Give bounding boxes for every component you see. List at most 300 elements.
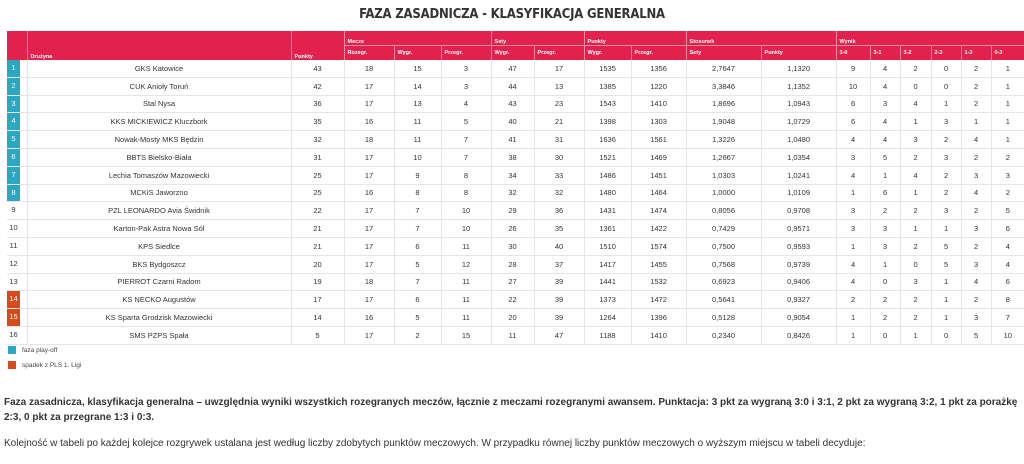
stat-cell-sp: 30 — [534, 148, 584, 166]
stat-cell-r13: 4 — [961, 184, 991, 202]
table-row — [7, 95, 1024, 113]
header-punkty: Punkty — [291, 31, 344, 60]
stat-cell-pts: 14 — [291, 309, 344, 327]
stat-cell-sp2: 1,0354 — [761, 148, 836, 166]
stat-cell-ss: 0,2340 — [686, 326, 761, 344]
stat-cell-ss: 1,3226 — [686, 131, 761, 149]
position-badge: 3 — [7, 96, 20, 113]
team-name-cell: Karton-Pak Astra Nowa Sól — [27, 220, 291, 238]
stat-cell-pts: 22 — [291, 202, 344, 220]
position-cell — [7, 202, 27, 220]
stat-cell-sw: 22 — [491, 291, 534, 309]
stat-cell-przegr: 11 — [441, 237, 491, 255]
team-name-cell: BBTS Bielsko-Biała — [27, 148, 291, 166]
stat-cell-r30: 1 — [836, 184, 870, 202]
stat-cell-pp: 1422 — [631, 220, 686, 238]
stat-cell-sp2: 0,9406 — [761, 273, 836, 291]
stat-cell-ss: 0,7429 — [686, 220, 761, 238]
header-punkty-wygr: Wygr. — [584, 46, 631, 61]
stat-cell-r13: 2 — [961, 60, 991, 77]
stat-cell-r32: 1 — [900, 220, 931, 238]
stat-cell-pts: 43 — [291, 60, 344, 77]
team-name-cell: MCKiS Jaworzno — [27, 184, 291, 202]
stat-cell-r03: 1 — [991, 77, 1024, 95]
stat-cell-pts: 42 — [291, 77, 344, 95]
stat-cell-sp: 13 — [534, 77, 584, 95]
stat-cell-sp: 39 — [534, 309, 584, 327]
stat-cell-przegr: 4 — [441, 95, 491, 113]
stat-cell-ss: 0,5641 — [686, 291, 761, 309]
stat-cell-rozegr: 17 — [344, 95, 394, 113]
stat-cell-r13: 4 — [961, 273, 991, 291]
stat-cell-sw: 47 — [491, 60, 534, 77]
position-badge: 5 — [7, 131, 20, 148]
header-0-3: 0-3 — [991, 46, 1024, 61]
stat-cell-wygr: 7 — [394, 202, 441, 220]
stat-cell-r30: 3 — [836, 220, 870, 238]
stat-cell-pts: 21 — [291, 220, 344, 238]
stat-cell-sw: 29 — [491, 202, 534, 220]
table-row — [7, 309, 1024, 327]
stat-cell-wygr: 14 — [394, 77, 441, 95]
stat-cell-r13: 4 — [961, 131, 991, 149]
stat-cell-sw: 38 — [491, 148, 534, 166]
stat-cell-r23: 5 — [931, 255, 961, 273]
stat-cell-rozegr: 17 — [344, 202, 394, 220]
stat-cell-r30: 2 — [836, 291, 870, 309]
stat-cell-przegr: 5 — [441, 113, 491, 131]
stat-cell-r23: 2 — [931, 166, 961, 184]
header-3-1: 3-1 — [870, 46, 900, 61]
stat-cell-ss: 1,8696 — [686, 95, 761, 113]
stat-cell-r03: 6 — [991, 220, 1024, 238]
stat-cell-r03: 1 — [991, 131, 1024, 149]
stat-cell-rozegr: 18 — [344, 60, 394, 77]
stat-cell-pp: 1410 — [631, 326, 686, 344]
header-punkty-przegr: Przegr. — [631, 46, 686, 61]
stat-cell-sw: 30 — [491, 237, 534, 255]
position-cell — [7, 291, 27, 309]
team-name-cell: KPS Siedlce — [27, 237, 291, 255]
stat-cell-przegr: 11 — [441, 309, 491, 327]
stat-cell-pw: 1486 — [584, 166, 631, 184]
stat-cell-sp: 39 — [534, 273, 584, 291]
stat-cell-r13: 3 — [961, 255, 991, 273]
stat-cell-ss: 0,5128 — [686, 309, 761, 327]
header-3-0: 3-0 — [836, 46, 870, 61]
stat-cell-r31: 4 — [870, 77, 900, 95]
stat-cell-wygr: 6 — [394, 237, 441, 255]
description-normal: Kolejność w tabeli po każdej kolejce rozgrywek ustalana jest według liczby zdobytych punktów meczowych. W przypadku równej liczby punktów meczowych o wyższym miejscu w tabeli decyduje: — [4, 438, 866, 449]
header-2-3: 2-3 — [931, 46, 961, 61]
stat-cell-r32: 0 — [900, 255, 931, 273]
stat-cell-rozegr: 18 — [344, 273, 394, 291]
stat-cell-przegr: 7 — [441, 148, 491, 166]
standings-table — [7, 31, 1024, 345]
position-badge: 10 — [9, 223, 18, 233]
stat-cell-pw: 1417 — [584, 255, 631, 273]
stat-cell-r03: 10 — [991, 326, 1024, 344]
table-row — [7, 237, 1024, 255]
stat-cell-sp2: 1,1320 — [761, 60, 836, 77]
stat-cell-pp: 1561 — [631, 131, 686, 149]
table-row — [7, 255, 1024, 273]
position-badge: 2 — [7, 78, 20, 95]
stat-cell-pp: 1532 — [631, 273, 686, 291]
stat-cell-rozegr: 16 — [344, 309, 394, 327]
description-bold-text: Faza zasadnicza, klasyfikacja generalna – uwzględnia wyniki wszystkich rozegranych meczów, łącznie z meczami rozegranymi awansem. Punktacja: 3 pkt za wygraną 3:0 i 3:1, 2 pkt za wygraną 3:2, 1 pkt za porażkę 2:3, 0 pkt za przegrane 1:3 i 0:3. — [4, 397, 1018, 423]
stat-cell-pp: 1451 — [631, 166, 686, 184]
stat-cell-r31: 3 — [870, 237, 900, 255]
stat-cell-r32: 3 — [900, 273, 931, 291]
stat-cell-ss: 1,2667 — [686, 148, 761, 166]
legend-spadek-swatch — [8, 361, 16, 369]
stat-cell-r23: 0 — [931, 326, 961, 344]
stat-cell-r31: 4 — [870, 60, 900, 77]
position-cell — [7, 220, 27, 238]
stat-cell-wygr: 2 — [394, 326, 441, 344]
team-name-cell: Nowak-Mosty MKS Będzin — [27, 131, 291, 149]
position-badge: 9 — [11, 205, 16, 215]
stat-cell-pts: 35 — [291, 113, 344, 131]
stat-cell-ss: 1,0000 — [686, 184, 761, 202]
position-cell — [7, 166, 27, 184]
stat-cell-r13: 3 — [961, 220, 991, 238]
position-cell — [7, 148, 27, 166]
stat-cell-r31: 4 — [870, 131, 900, 149]
header-druzyna: Drużyna — [27, 31, 291, 60]
stat-cell-pp: 1455 — [631, 255, 686, 273]
stat-cell-pts: 25 — [291, 166, 344, 184]
stat-cell-pw: 1510 — [584, 237, 631, 255]
stat-cell-pw: 1441 — [584, 273, 631, 291]
stat-cell-pts: 32 — [291, 131, 344, 149]
stat-cell-r03: 1 — [991, 95, 1024, 113]
table-row — [7, 77, 1024, 95]
stat-cell-sp2: 1,0729 — [761, 113, 836, 131]
position-badge: 1 — [7, 60, 20, 77]
stat-cell-pts: 21 — [291, 237, 344, 255]
stat-cell-sp: 35 — [534, 220, 584, 238]
position-badge: 8 — [7, 185, 20, 202]
stat-cell-r32: 2 — [900, 202, 931, 220]
stat-cell-r23: 1 — [931, 95, 961, 113]
team-name-cell: KS NECKO Augustów — [27, 291, 291, 309]
stat-cell-r13: 1 — [961, 113, 991, 131]
stat-cell-r23: 3 — [931, 113, 961, 131]
stat-cell-pp: 1472 — [631, 291, 686, 309]
position-badge: 15 — [7, 309, 20, 326]
page-title: FAZA ZASADNICZA - KLASYFIKACJA GENERALNA — [359, 7, 665, 22]
stat-cell-r30: 6 — [836, 95, 870, 113]
stat-cell-sw: 28 — [491, 255, 534, 273]
stat-cell-r31: 1 — [870, 166, 900, 184]
stat-cell-sw: 34 — [491, 166, 534, 184]
stat-cell-sp2: 0,9054 — [761, 309, 836, 327]
stat-cell-r31: 4 — [870, 113, 900, 131]
stat-cell-sp: 39 — [534, 291, 584, 309]
stat-cell-r30: 6 — [836, 113, 870, 131]
stat-cell-r32: 2 — [900, 309, 931, 327]
stat-cell-r23: 3 — [931, 202, 961, 220]
stat-cell-pts: 5 — [291, 326, 344, 344]
stat-cell-ss: 0,7568 — [686, 255, 761, 273]
stat-cell-pts: 20 — [291, 255, 344, 273]
stat-cell-r32: 2 — [900, 60, 931, 77]
table-row — [7, 202, 1024, 220]
stat-cell-r31: 2 — [870, 309, 900, 327]
stat-cell-r30: 1 — [836, 237, 870, 255]
stat-cell-pp: 1396 — [631, 309, 686, 327]
stat-cell-pw: 1398 — [584, 113, 631, 131]
stat-cell-r03: 3 — [991, 166, 1024, 184]
stat-cell-r23: 0 — [931, 60, 961, 77]
team-name-cell: Lechia Tomaszów Mazowiecki — [27, 166, 291, 184]
stat-cell-r13: 3 — [961, 166, 991, 184]
stat-cell-pw: 1373 — [584, 291, 631, 309]
stat-cell-r23: 1 — [931, 273, 961, 291]
stat-cell-sp: 21 — [534, 113, 584, 131]
stat-cell-r03: 6 — [991, 273, 1024, 291]
stat-cell-przegr: 8 — [441, 166, 491, 184]
stat-cell-r31: 2 — [870, 291, 900, 309]
stat-cell-sp: 31 — [534, 131, 584, 149]
stat-cell-sp: 32 — [534, 184, 584, 202]
stat-cell-r23: 0 — [931, 77, 961, 95]
stat-cell-r23: 1 — [931, 291, 961, 309]
position-badge: 16 — [9, 329, 18, 339]
position-badge: 7 — [7, 167, 20, 184]
stat-cell-wygr: 15 — [394, 60, 441, 77]
table-row — [7, 113, 1024, 131]
stat-cell-sp2: 1,1352 — [761, 77, 836, 95]
stat-cell-r13: 2 — [961, 202, 991, 220]
stat-cell-sp2: 0,8426 — [761, 326, 836, 344]
stat-cell-pp: 1474 — [631, 202, 686, 220]
legend-playoff-label: faza play-off — [22, 346, 58, 354]
stat-cell-ss: 0,7500 — [686, 237, 761, 255]
header-wynik: Wynik — [836, 31, 1024, 46]
header-mecze: Mecze — [344, 31, 491, 46]
stat-cell-pts: 36 — [291, 95, 344, 113]
stat-cell-rozegr: 17 — [344, 77, 394, 95]
stat-cell-wygr: 5 — [394, 255, 441, 273]
stat-cell-r31: 0 — [870, 273, 900, 291]
table-row — [7, 131, 1024, 149]
stat-cell-pts: 25 — [291, 184, 344, 202]
stat-cell-przegr: 3 — [441, 60, 491, 77]
header-wygr: Wygr. — [394, 46, 441, 61]
stat-cell-r30: 9 — [836, 60, 870, 77]
stat-cell-rozegr: 16 — [344, 113, 394, 131]
stat-cell-rozegr: 17 — [344, 326, 394, 344]
stat-cell-r32: 1 — [900, 113, 931, 131]
stat-cell-r23: 1 — [931, 220, 961, 238]
position-cell — [7, 309, 27, 327]
stat-cell-r30: 4 — [836, 131, 870, 149]
table-body — [7, 60, 1024, 344]
stat-cell-rozegr: 17 — [344, 148, 394, 166]
header-rozegr: Rozegr. — [344, 46, 394, 61]
stat-cell-r31: 1 — [870, 255, 900, 273]
position-badge: 12 — [9, 258, 18, 268]
stat-cell-sp: 40 — [534, 237, 584, 255]
team-name-cell: KKS MICKIEWICZ Kluczbork — [27, 113, 291, 131]
stat-cell-ss: 1,9048 — [686, 113, 761, 131]
stat-cell-r31: 3 — [870, 220, 900, 238]
stat-cell-r30: 1 — [836, 309, 870, 327]
stat-cell-pw: 1385 — [584, 77, 631, 95]
stat-cell-ss: 1,0303 — [686, 166, 761, 184]
stat-cell-sp2: 1,0241 — [761, 166, 836, 184]
stat-cell-rozegr: 17 — [344, 166, 394, 184]
stat-cell-r32: 1 — [900, 326, 931, 344]
table-row — [7, 60, 1024, 77]
header-1-3: 1-3 — [961, 46, 991, 61]
stat-cell-r23: 5 — [931, 237, 961, 255]
stat-cell-pts: 31 — [291, 148, 344, 166]
stat-cell-r30: 4 — [836, 273, 870, 291]
stat-cell-r31: 2 — [870, 202, 900, 220]
stat-cell-sp: 47 — [534, 326, 584, 344]
stat-cell-r30: 10 — [836, 77, 870, 95]
stat-cell-pp: 1356 — [631, 60, 686, 77]
stat-cell-r30: 3 — [836, 148, 870, 166]
header-pos — [7, 31, 27, 60]
table-row — [7, 184, 1024, 202]
legend-spadek — [8, 361, 81, 369]
stat-cell-pp: 1303 — [631, 113, 686, 131]
stat-cell-r32: 1 — [900, 184, 931, 202]
stat-cell-wygr: 11 — [394, 113, 441, 131]
position-cell — [7, 131, 27, 149]
stat-cell-r30: 1 — [836, 326, 870, 344]
stat-cell-przegr: 15 — [441, 326, 491, 344]
position-badge: 4 — [7, 113, 20, 130]
stat-cell-r03: 1 — [991, 60, 1024, 77]
stat-cell-r32: 3 — [900, 131, 931, 149]
stat-cell-sp: 23 — [534, 95, 584, 113]
stat-cell-sp: 17 — [534, 60, 584, 77]
stat-cell-r31: 5 — [870, 148, 900, 166]
stat-cell-r32: 4 — [900, 166, 931, 184]
legend-playoff — [8, 346, 57, 354]
stat-cell-ss: 0,6923 — [686, 273, 761, 291]
stat-cell-rozegr: 17 — [344, 291, 394, 309]
stat-cell-pw: 1188 — [584, 326, 631, 344]
stat-cell-r13: 2 — [961, 291, 991, 309]
stat-cell-wygr: 6 — [394, 291, 441, 309]
stat-cell-rozegr: 16 — [344, 184, 394, 202]
stat-cell-sw: 43 — [491, 95, 534, 113]
stat-cell-sp2: 0,9571 — [761, 220, 836, 238]
position-badge: 14 — [7, 291, 20, 308]
stat-cell-r13: 2 — [961, 148, 991, 166]
stat-cell-pts: 17 — [291, 291, 344, 309]
stat-cell-r23: 2 — [931, 184, 961, 202]
stat-cell-r30: 4 — [836, 166, 870, 184]
position-cell — [7, 273, 27, 291]
stat-cell-r32: 4 — [900, 95, 931, 113]
stat-cell-r30: 4 — [836, 255, 870, 273]
stat-cell-sp: 36 — [534, 202, 584, 220]
stat-cell-sp2: 0,9708 — [761, 202, 836, 220]
header-stosunek: Stosunek — [686, 31, 836, 46]
stat-cell-przegr: 3 — [441, 77, 491, 95]
stat-cell-pw: 1535 — [584, 60, 631, 77]
stat-cell-pp: 1469 — [631, 148, 686, 166]
stat-cell-pp: 1410 — [631, 95, 686, 113]
stat-cell-rozegr: 17 — [344, 237, 394, 255]
stat-cell-ss: 3,3846 — [686, 77, 761, 95]
legend-spadek-label: spadek z PLS 1. Ligi — [22, 361, 82, 369]
stat-cell-sw: 44 — [491, 77, 534, 95]
stat-cell-r03: 7 — [991, 309, 1024, 327]
stat-cell-sp: 33 — [534, 166, 584, 184]
stat-cell-pw: 1543 — [584, 95, 631, 113]
header-przegr: Przegr. — [441, 46, 491, 61]
stat-cell-pp: 1464 — [631, 184, 686, 202]
stat-cell-r13: 5 — [961, 326, 991, 344]
stat-cell-przegr: 11 — [441, 291, 491, 309]
stat-cell-pp: 1220 — [631, 77, 686, 95]
team-name-cell: CUK Anioły Toruń — [27, 77, 291, 95]
position-cell — [7, 237, 27, 255]
position-cell — [7, 255, 27, 273]
position-cell — [7, 326, 27, 344]
team-name-cell: BKS Bydgoszcz — [27, 255, 291, 273]
stat-cell-r31: 3 — [870, 95, 900, 113]
stat-cell-sp2: 1,0943 — [761, 95, 836, 113]
stat-cell-sw: 41 — [491, 131, 534, 149]
stat-cell-r31: 0 — [870, 326, 900, 344]
legend-playoff-swatch — [8, 346, 16, 354]
stat-cell-wygr: 7 — [394, 273, 441, 291]
stat-cell-r30: 3 — [836, 202, 870, 220]
stat-cell-przegr: 12 — [441, 255, 491, 273]
stat-cell-r32: 2 — [900, 291, 931, 309]
stat-cell-pw: 1431 — [584, 202, 631, 220]
stat-cell-r13: 2 — [961, 95, 991, 113]
position-cell — [7, 60, 27, 77]
stat-cell-sp: 37 — [534, 255, 584, 273]
stat-cell-sw: 11 — [491, 326, 534, 344]
stat-cell-pw: 1264 — [584, 309, 631, 327]
stat-cell-wygr: 8 — [394, 184, 441, 202]
stat-cell-rozegr: 17 — [344, 220, 394, 238]
header-sety: Sety — [491, 31, 584, 46]
header-stos-sety: Sety — [686, 46, 761, 61]
stat-cell-sw: 26 — [491, 220, 534, 238]
stat-cell-przegr: 10 — [441, 202, 491, 220]
stat-cell-sw: 27 — [491, 273, 534, 291]
table-row — [7, 220, 1024, 238]
stat-cell-wygr: 11 — [394, 131, 441, 149]
stat-cell-pts: 19 — [291, 273, 344, 291]
header-sety-wygr: Wygr. — [491, 46, 534, 61]
position-cell — [7, 95, 27, 113]
team-name-cell: KS Sparta Grodzisk Mazowiecki — [27, 309, 291, 327]
stat-cell-r23: 1 — [931, 309, 961, 327]
position-cell — [7, 184, 27, 202]
stat-cell-sw: 20 — [491, 309, 534, 327]
stat-cell-r03: 4 — [991, 237, 1024, 255]
stat-cell-r03: 2 — [991, 148, 1024, 166]
stat-cell-przegr: 10 — [441, 220, 491, 238]
stat-cell-sw: 40 — [491, 113, 534, 131]
table-row — [7, 273, 1024, 291]
position-badge: 13 — [9, 276, 18, 286]
